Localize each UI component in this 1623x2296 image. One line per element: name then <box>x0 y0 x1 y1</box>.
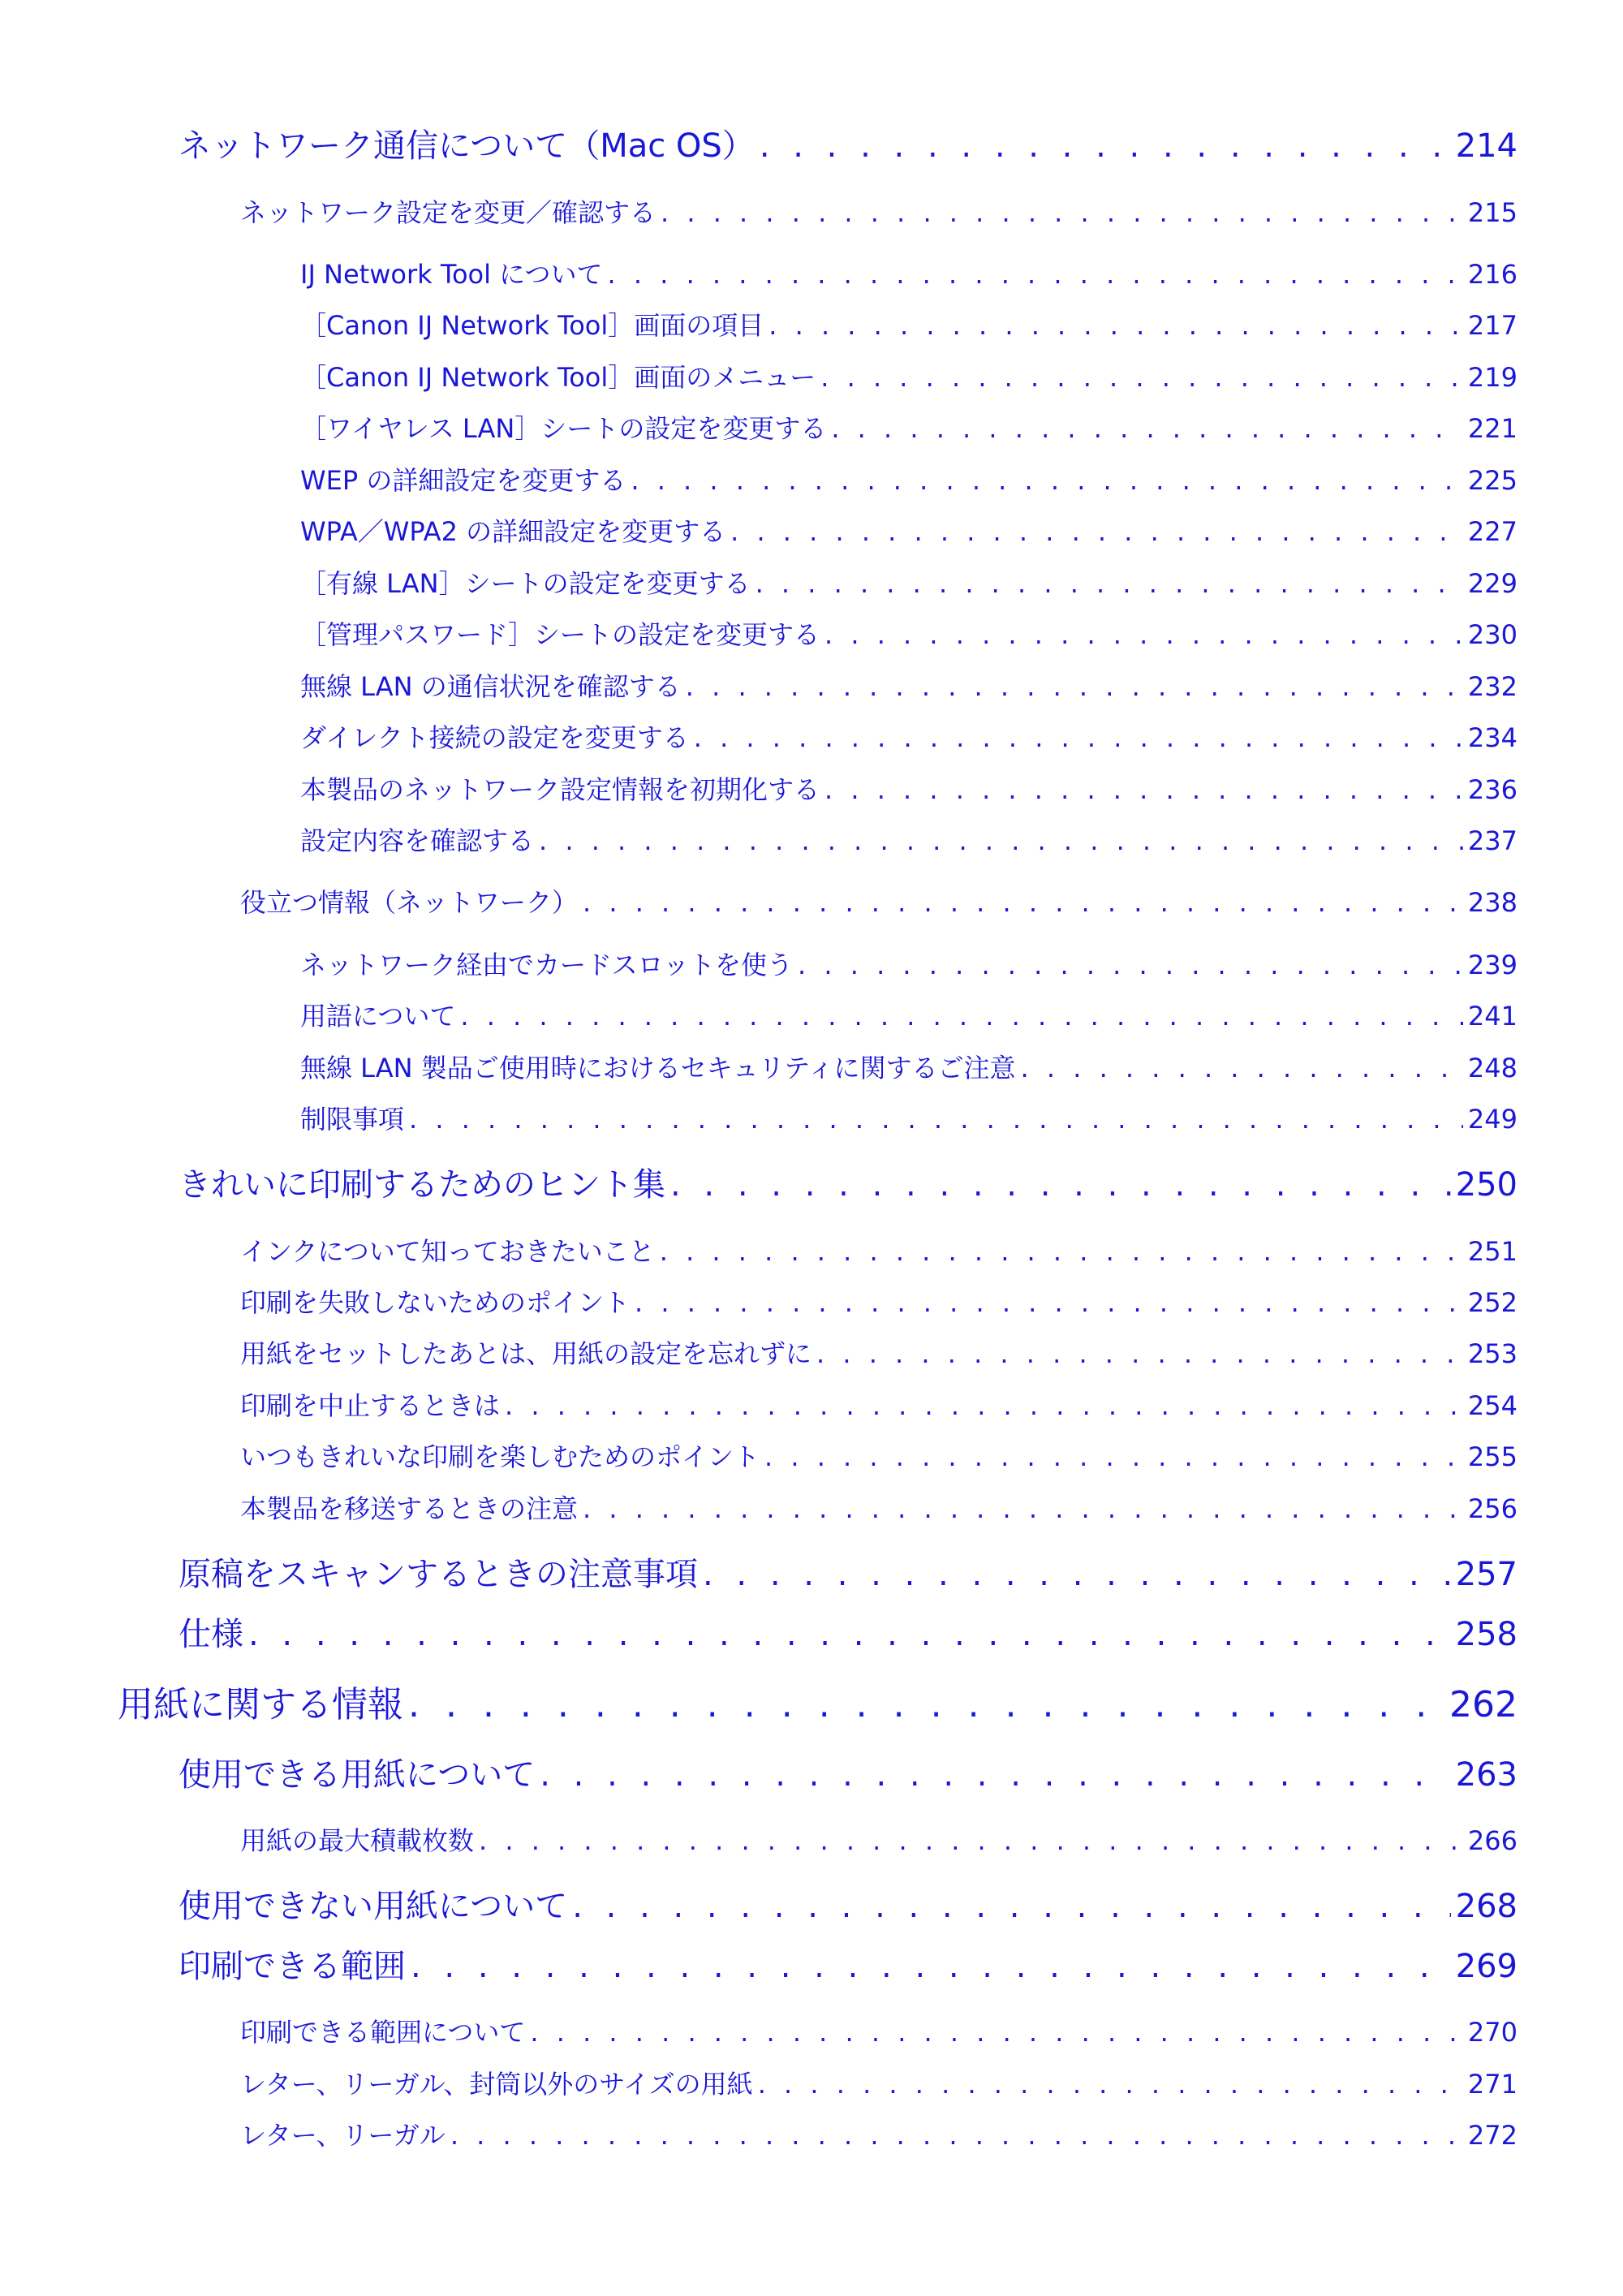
toc-entry-label: いつもきれいな印刷を楽しむためのポイント <box>240 1441 760 1472</box>
dot-leader <box>768 310 1463 341</box>
toc-entry-label: 本製品を移送するときの注意 <box>240 1493 579 1524</box>
dot-leader <box>703 1556 1451 1593</box>
toc-entry-page: 241 <box>1467 1001 1518 1032</box>
toc-entry-beautiful-printing-points[interactable] <box>240 1437 1518 1474</box>
dot-leader <box>820 362 1463 393</box>
dot-leader <box>450 2120 1463 2151</box>
toc-entry-label: 役立つ情報（ネットワーク） <box>240 887 579 918</box>
toc-entry-page: 270 <box>1467 2017 1518 2048</box>
dot-leader <box>411 1948 1451 1985</box>
toc-entry-page: 234 <box>1467 722 1518 753</box>
toc-entry-page: 268 <box>1455 1888 1518 1925</box>
dot-leader <box>572 1888 1450 1925</box>
toc-entry-page: 258 <box>1455 1616 1518 1653</box>
toc-entry-wpa-settings[interactable] <box>300 511 1518 549</box>
toc-entry-page: 229 <box>1467 568 1518 599</box>
dot-leader <box>686 671 1463 702</box>
toc-entry-page: 256 <box>1467 1493 1518 1524</box>
toc-entry-page: 214 <box>1455 127 1518 165</box>
toc-entry-page: 225 <box>1467 465 1518 496</box>
toc-entry-scanning-notes[interactable] <box>179 1549 1518 1595</box>
toc-entry-page: 248 <box>1467 1053 1518 1083</box>
toc-entry-page: 239 <box>1467 950 1518 980</box>
dot-leader <box>798 950 1463 980</box>
dot-leader <box>1021 1053 1463 1083</box>
toc-entry-label: ダイレクト接続の設定を変更する <box>300 722 689 753</box>
toc-entry-initialize-network-settings[interactable] <box>300 769 1518 807</box>
toc-entry-about-printable-area[interactable] <box>240 2012 1518 2049</box>
dot-leader <box>583 1493 1463 1524</box>
dot-leader <box>670 1166 1451 1204</box>
toc-entry-page: 262 <box>1449 1684 1518 1725</box>
toc-entry-wireless-security-notice[interactable] <box>300 1048 1518 1085</box>
dot-leader <box>248 1616 1451 1653</box>
toc-entry-label: ［管理パスワード］シートの設定を変更する <box>300 619 820 650</box>
toc-entry-page: 238 <box>1467 887 1518 918</box>
toc-entry-label: ［Canon IJ Network Tool］画面の項目 <box>300 310 764 341</box>
toc-entry-label: レター、リーガル、封筒以外のサイズの用紙 <box>240 2069 753 2100</box>
toc-entry-page: 217 <box>1467 310 1518 341</box>
toc-entry-paper-settings-reminder[interactable] <box>240 1333 1518 1371</box>
dot-leader <box>758 2069 1463 2100</box>
toc-entry-page: 221 <box>1467 413 1518 444</box>
toc-entry-transport-notice[interactable] <box>240 1488 1518 1526</box>
dot-leader <box>756 568 1463 599</box>
dot-leader <box>730 516 1463 547</box>
toc-entry-cancel-printing[interactable] <box>240 1385 1518 1423</box>
toc-entry-page: 263 <box>1455 1756 1518 1794</box>
toc-entry-wireless-status[interactable] <box>300 666 1518 704</box>
toc-entry-label: 本製品のネットワーク設定情報を初期化する <box>300 774 820 805</box>
toc-entry-other-paper-sizes[interactable] <box>240 2064 1518 2101</box>
dot-leader <box>583 887 1463 918</box>
toc-entry-page: 219 <box>1467 362 1518 393</box>
toc-entry-network-communication-mac[interactable] <box>179 120 1518 166</box>
dot-leader <box>460 1001 1463 1032</box>
toc-entry-admin-password-sheet[interactable] <box>300 614 1518 652</box>
toc-entry-printable-area[interactable] <box>179 1941 1518 1987</box>
dot-leader <box>661 197 1463 228</box>
toc-entry-label: 印刷を失敗しないためのポイント <box>240 1287 631 1318</box>
toc-entry-ij-network-tool-screen-menu[interactable] <box>300 357 1518 394</box>
dot-leader <box>409 1104 1463 1135</box>
toc-entry-ij-network-tool-screen-items[interactable] <box>300 305 1518 342</box>
toc-entry-page: 272 <box>1467 2120 1518 2151</box>
toc-entry-page: 227 <box>1467 516 1518 547</box>
dot-leader <box>816 1338 1463 1369</box>
toc-entry-label: WPA／WPA2 の詳細設定を変更する <box>300 516 726 547</box>
toc-entry-wep-settings[interactable] <box>300 460 1518 498</box>
dot-leader <box>824 774 1463 805</box>
toc-entry-change-network-settings[interactable] <box>240 192 1518 230</box>
toc-entry-page: 236 <box>1467 774 1518 805</box>
toc-entry-label: IJ Network Tool について <box>300 259 603 290</box>
toc-entry-page: 232 <box>1467 671 1518 702</box>
dot-leader <box>635 1287 1463 1318</box>
dot-leader <box>631 465 1463 496</box>
toc-entry-page: 271 <box>1467 2069 1518 2100</box>
dot-leader <box>760 127 1451 165</box>
toc-entry-page: 230 <box>1467 619 1518 650</box>
toc-entry-label: 用紙の最大積載枚数 <box>240 1825 475 1856</box>
toc-entry-label: 原稿をスキャンするときの注意事項 <box>179 1556 698 1593</box>
toc-entry-label: 無線 LAN の通信状況を確認する <box>300 671 681 702</box>
toc-entry-label: ネットワーク設定を変更／確認する <box>240 197 657 228</box>
toc-entry-label: 設定内容を確認する <box>300 825 535 856</box>
toc-entry-page: 237 <box>1467 825 1518 856</box>
toc-entry-about-ink[interactable] <box>240 1231 1518 1269</box>
toc-entry-page: 216 <box>1467 259 1518 290</box>
toc-entry-specifications[interactable] <box>179 1609 1518 1655</box>
toc-entry-page: 266 <box>1467 1825 1518 1856</box>
dot-leader <box>694 722 1463 753</box>
toc-entry-label: レター、リーガル <box>240 2120 446 2151</box>
toc-entry-wireless-lan-sheet[interactable] <box>300 408 1518 446</box>
toc-entry-label: 制限事項 <box>300 1104 405 1135</box>
toc-entry-label: 用語について <box>300 1001 456 1032</box>
toc-entry-page: 251 <box>1467 1236 1518 1267</box>
toc-entry-usable-paper[interactable] <box>179 1749 1518 1795</box>
toc-entry-page: 254 <box>1467 1390 1518 1421</box>
dot-leader <box>530 2017 1463 2048</box>
toc-entry-direct-connection[interactable] <box>300 717 1518 755</box>
toc-entry-label: 使用できない用紙について <box>179 1888 568 1925</box>
toc-entry-wired-lan-sheet[interactable] <box>300 563 1518 601</box>
toc-entry-label: 印刷できる範囲について <box>240 2017 526 2048</box>
toc-entry-page: 253 <box>1467 1338 1518 1369</box>
toc-entry-label: 使用できる用紙について <box>179 1756 536 1794</box>
toc-entry-label: 印刷を中止するときは <box>240 1390 501 1421</box>
toc-entry-label: インクについて知っておきたいこと <box>240 1236 655 1267</box>
dot-leader <box>479 1825 1463 1856</box>
toc-entry-page: 250 <box>1455 1166 1518 1204</box>
dot-leader <box>608 259 1463 290</box>
dot-leader <box>540 1756 1450 1794</box>
toc-entry-label: 無線 LAN 製品ご使用時におけるセキュリティに関するご注意 <box>300 1053 1016 1083</box>
toc-entry-label: 仕様 <box>179 1616 243 1653</box>
toc-entry-about-ij-network-tool[interactable] <box>300 254 1518 291</box>
dot-leader <box>505 1390 1463 1421</box>
toc-entry-label: WEP の詳細設定を変更する <box>300 465 626 496</box>
toc-entry-label: 印刷できる範囲 <box>179 1948 406 1985</box>
toc-entry-glossary[interactable] <box>300 996 1518 1033</box>
toc-entry-label: ネットワーク通信について（Mac OS） <box>179 127 755 165</box>
toc-entry-unusable-paper[interactable] <box>179 1880 1518 1927</box>
toc-entry-useful-network-info[interactable] <box>240 882 1518 920</box>
toc-entry-card-slot-over-network[interactable] <box>300 945 1518 982</box>
toc-entry-page: 252 <box>1467 1287 1518 1318</box>
toc-entry-label: きれいに印刷するためのヒント集 <box>179 1166 665 1204</box>
toc-entry-printing-tips[interactable] <box>179 1159 1518 1205</box>
toc-entry-label: ネットワーク経由でカードスロットを使う <box>300 950 794 980</box>
dot-leader <box>831 413 1463 444</box>
toc-entry-printing-success-points[interactable] <box>240 1282 1518 1320</box>
toc-entry-check-settings[interactable] <box>300 821 1518 858</box>
toc-entry-label: ［有線 LAN］シートの設定を変更する <box>300 568 751 599</box>
dot-leader <box>764 1441 1463 1472</box>
toc-entry-letter-legal[interactable] <box>240 2115 1518 2152</box>
toc-entry-page: 249 <box>1467 1104 1518 1135</box>
toc-entry-label: 用紙をセットしたあとは、用紙の設定を忘れずに <box>240 1338 812 1369</box>
toc-entry-page: 269 <box>1455 1948 1518 1985</box>
toc-entry-label: ［ワイヤレス LAN］シートの設定を変更する <box>300 413 827 444</box>
toc-entry-label: 用紙に関する情報 <box>118 1684 403 1725</box>
dot-leader <box>824 619 1463 650</box>
toc-entry-label: ［Canon IJ Network Tool］画面のメニュー <box>300 362 816 393</box>
toc-entry-page: 255 <box>1467 1441 1518 1472</box>
dot-leader <box>539 825 1463 856</box>
dot-leader <box>660 1236 1463 1267</box>
toc-entry-page: 215 <box>1467 197 1518 228</box>
toc-entry-page: 257 <box>1455 1556 1518 1593</box>
toc-entry-restrictions[interactable] <box>300 1099 1518 1136</box>
toc-entry-paper-info[interactable] <box>118 1675 1518 1727</box>
dot-leader <box>408 1684 1444 1725</box>
toc-entry-paper-load-capacity[interactable] <box>240 1820 1518 1858</box>
